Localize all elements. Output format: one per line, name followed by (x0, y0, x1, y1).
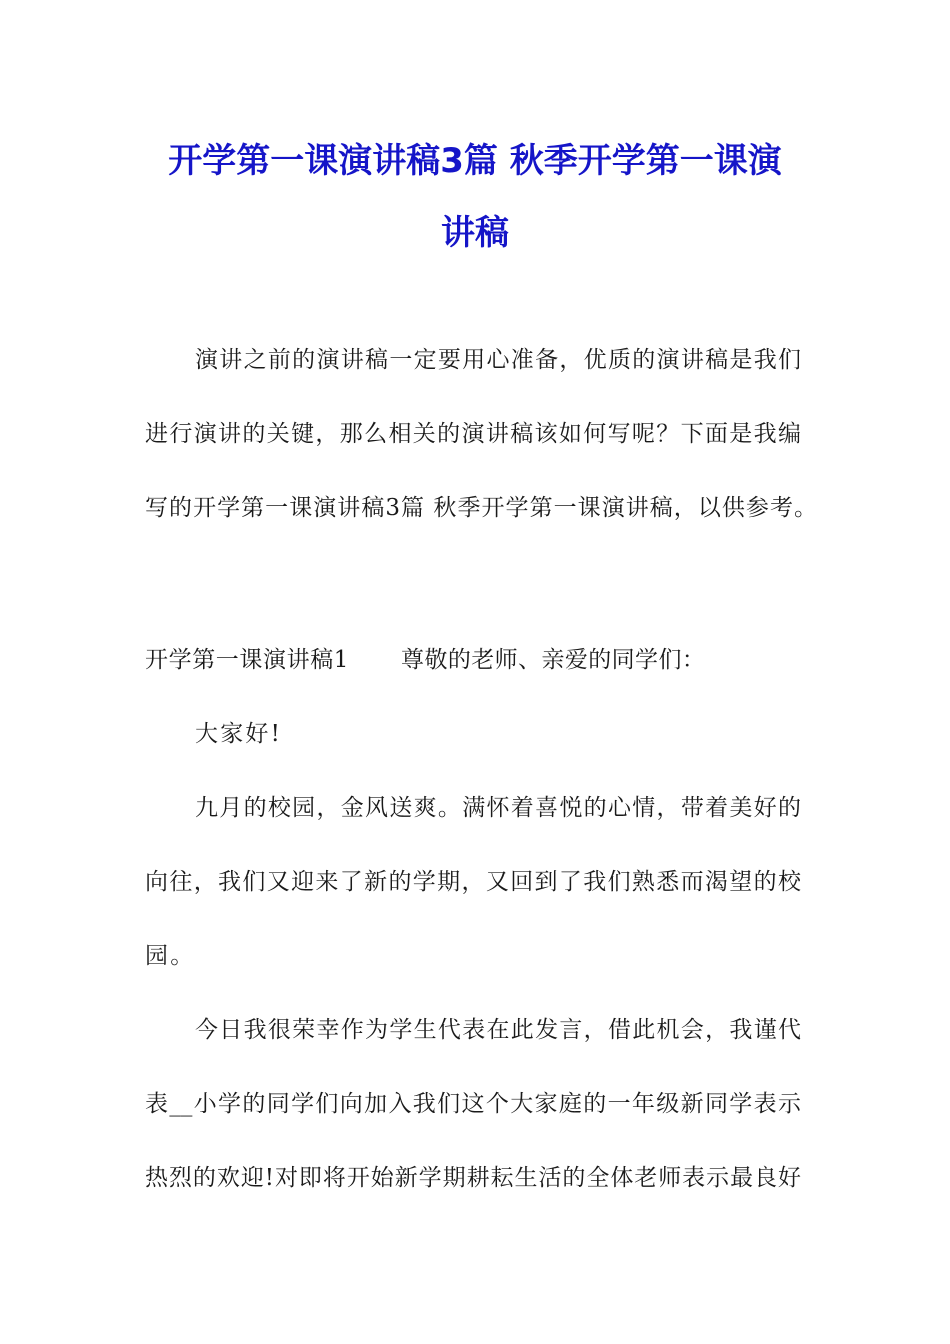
para1-line-2: 向往，我们又迎来了新的学期，又回到了我们熟悉而渴望的校 (145, 869, 801, 895)
section-heading-line (145, 645, 705, 675)
para2-line-1: 今日我很荣幸作为学生代表在此发言，借此机会，我谨代 (195, 1017, 801, 1043)
para1-line-1: 九月的校园，金风送爽。满怀着喜悦的心情，带着美好的 (195, 795, 801, 821)
salutation: 尊敬的老师、亲爱的同学们： (401, 647, 706, 673)
intro-line-1: 演讲之前的演讲稿一定要用心准备，优质的演讲稿是我们 (195, 347, 801, 373)
para2-line-3: 热烈的欢迎!对即将开始新学期耕耘生活的全体老师表示最良好 (145, 1165, 801, 1191)
intro-line-3: 写的开学第一课演讲稿3篇 秋季开学第一课演讲稿，以供参考。 (145, 495, 817, 521)
document-title-line-1: 开学第一课演讲稿3篇 秋季开学第一课演 (168, 141, 782, 181)
greeting: 大家好! (195, 721, 283, 747)
para1-line-3: 园。 (145, 943, 196, 969)
intro-line-2: 进行演讲的关键，那么相关的演讲稿该如何写呢？下面是我编 (145, 421, 801, 447)
para2-line-2: 表__小学的同学们向加入我们这个大家庭的一年级新同学表示 (145, 1091, 801, 1117)
document-title-line-2: 讲稿 (441, 213, 509, 253)
section-heading: 开学第一课演讲稿1 (145, 647, 350, 673)
